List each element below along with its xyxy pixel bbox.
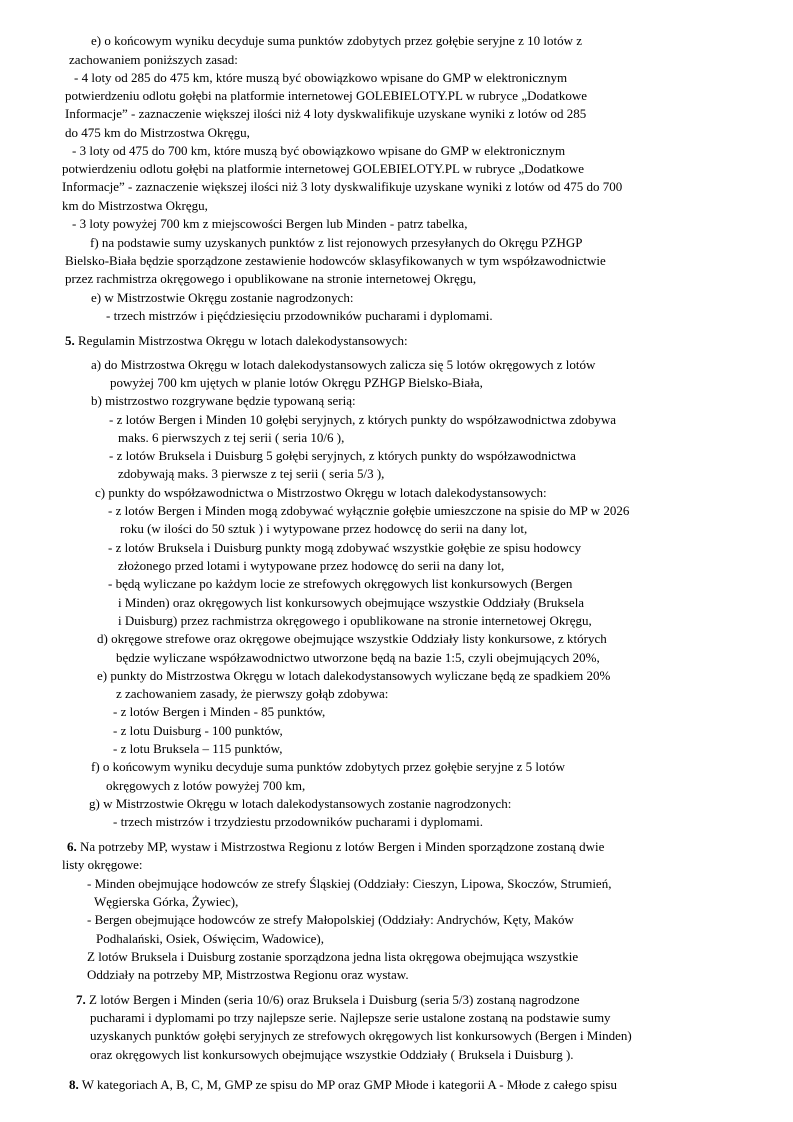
section-7-line-4: oraz okręgowych list konkursowych obejmujące wszystkie Oddziały ( Bruksela i Duisburg ). [90, 1047, 574, 1062]
section-5-b-line-4: - z lotów Bruksela i Duisburg 5 gołębi seryjnych, z których punkty do współzawodnictwa [109, 448, 576, 463]
section-5-e-line-2: z zachowaniem zasady, że pierwszy gołąb zdobywa: [116, 686, 389, 701]
section-5-a-line-2: powyżej 700 km ujętych w planie lotów Okręgu PZHGP Bielsko-Biała, [110, 375, 483, 390]
para-4f-line-1: f) na podstawie sumy uzyskanych punktów z list rejonowych przesyłanych do Okręgu PZHGP [90, 235, 583, 250]
section-6-line-1 [67, 838, 604, 856]
section-7-line-3: uzyskanych punktów gołębi seryjnych ze strefowych okręgowych list konkursowych (Bergen i Minden) [90, 1028, 632, 1043]
para-4e-line-6: do 475 km do Mistrzostwa Okręgu, [65, 125, 250, 140]
section-5-c-line-7: i Minden) oraz okręgowych list konkursowych obejmujące wszystkie Oddziały (Bruksela [118, 595, 585, 610]
section-5-f-line-2: okręgowych z lotów powyżej 700 km, [106, 778, 306, 793]
para-4e-line-5: Informacje” - zaznaczenie większej ilości niż 4 loty dyskwalifikuje uzyskane wyniki z lotów od 285 [65, 106, 587, 121]
section-8-number: 8. [69, 1077, 79, 1092]
section-5-b-line-3: maks. 6 pierwszych z tej serii ( seria 10/6 ), [118, 430, 345, 445]
section-5-c-line-8: i Duisburg) przez rachmistrza okręgowego i opublikowane na stronie internetowej Okręgu, [118, 613, 592, 628]
section-5-c-line-1: c) punkty do współzawodnictwa o Mistrzostwo Okręgu w lotach dalekodystansowych: [95, 485, 547, 500]
section-5-g-line-1: g) w Mistrzostwie Okręgu w lotach dalekodystansowych zostanie nagrodzonych: [89, 796, 512, 811]
section-6-line-5: - Bergen obejmujące hodowców ze strefy Małopolskiej (Oddziały: Andrychów, Kęty, Maków [87, 912, 574, 927]
para-4e-line-8: potwierdzeniu odlotu gołębi na platformie internetowej GOLEBIELOTY.PL w rubryce „Dodatkowe [62, 161, 585, 176]
para-4f-line-2: Bielsko-Biała będzie sporządzone zestawienie hodowców sklasyfikowanych w tym współzawodnictwie [65, 253, 606, 268]
section-5-number: 5. [65, 333, 75, 348]
section-5-e-line-3: - z lotów Bergen i Minden - 85 punktów, [113, 704, 326, 719]
section-5-e-line-4: - z lotu Duisburg - 100 punktów, [113, 723, 283, 738]
para-4e-line-1: e) o końcowym wyniku decyduje suma punktów zdobytych przez gołębie seryjne z 10 lotów z [91, 33, 582, 48]
section-6-line-6: Podhalański, Osiek, Oświęcim, Wadowice), [96, 931, 324, 946]
section-5-c-line-2: - z lotów Bergen i Minden mogą zdobywać wyłącznie gołębie umieszczone na spisie do MP w 2026 [108, 503, 630, 518]
section-5-c-line-4: - z lotów Bruksela i Duisburg punkty mogą zdobywać wszystkie gołębie ze spisu hodowcy [108, 540, 582, 555]
section-5-title: Regulamin Mistrzostwa Okręgu w lotach dalekodystansowych: [78, 333, 408, 348]
section-5-c-line-3: roku (w ilości do 50 sztuk ) i wytypowane przez hodowcę do serii na dany lot, [120, 521, 528, 536]
para-4e-line-2: zachowaniem poniższych zasad: [69, 52, 238, 67]
section-6-number: 6. [67, 839, 77, 854]
para-4e-line-7: - 3 loty od 475 do 700 km, które muszą być obowiązkowo wpisane do GMP w elektronicznym [72, 143, 566, 158]
section-6-line-3: - Minden obejmujące hodowców ze strefy Śląskiej (Oddziały: Cieszyn, Lipowa, Skoczów, Strumień, [87, 876, 612, 891]
para-4e-line-10: km do Mistrzostwa Okręgu, [62, 198, 208, 213]
section-5-a-line-1: a) do Mistrzostwa Okręgu w lotach dalekodystansowych zalicza się 5 lotów okręgowych z lotów [91, 357, 596, 372]
section-7-line-2: pucharami i dyplomami po trzy najlepsze serie. Najlepsze serie ustalone zostaną na podstawie sumy [90, 1010, 611, 1025]
section-6-text-1: Na potrzeby MP, wystaw i Mistrzostwa Regionu z lotów Bergen i Minden sporządzone zostaną dwie [80, 839, 605, 854]
section-5-b-line-2: - z lotów Bergen i Minden 10 gołębi seryjnych, z których punkty do współzawodnictwa zdobywa [109, 412, 617, 427]
para-4e2-line-1: e) w Mistrzostwie Okręgu zostanie nagrodzonych: [91, 290, 354, 305]
para-4e2-line-2: - trzech mistrzów i pięćdziesięciu przodowników pucharami i dyplomami. [106, 308, 493, 323]
section-6-line-8: Oddziały na potrzeby MP, Mistrzostwa Regionu oraz wystaw. [87, 967, 409, 982]
section-5-c-line-6: - będą wyliczane po każdym locie ze strefowych okręgowych list konkursowych (Bergen [108, 576, 573, 591]
para-4e-line-3: - 4 loty od 285 do 475 km, które muszą być obowiązkowo wpisane do GMP w elektronicznym [74, 70, 568, 85]
section-5-d-line-2: będzie wyliczane współzawodnictwo utworzone będą na bazie 1:5, czyli obejmujących 20%, [116, 650, 600, 665]
section-5-g-line-2: - trzech mistrzów i trzydziestu przodowników pucharami i dyplomami. [113, 814, 484, 829]
section-5-e-line-5: - z lotu Bruksela – 115 punktów, [113, 741, 283, 756]
section-5-f-line-1: f) o końcowym wyniku decyduje suma punktów zdobytych przez gołębie seryjne z 5 lotów [91, 759, 566, 774]
section-7-text-1: Z lotów Bergen i Minden (seria 10/6) oraz Bruksela i Duisburg (seria 5/3) zostaną nagrodzone [89, 992, 580, 1007]
section-7-line-1 [76, 991, 580, 1009]
section-5-c-line-5: złożonego przed lotami i wytypowane przez hodowcę do serii na dany lot, [118, 558, 505, 573]
para-4e-line-9: Informacje” - zaznaczenie większej ilości niż 3 loty dyskwalifikuje uzyskane wyniki z lotów od 475 do 700 [62, 179, 623, 194]
section-5-b-line-5: zdobywają maks. 3 pierwsze z tej serii ( seria 5/3 ), [118, 466, 385, 481]
para-4e-line-11: - 3 loty powyżej 700 km z miejscowości Bergen lub Minden - patrz tabelka, [72, 216, 468, 231]
section-8-text-1: W kategoriach A, B, C, M, GMP ze spisu do MP oraz GMP Młode i kategorii A - Młode z całego spisu [81, 1077, 617, 1092]
section-7-number: 7. [76, 992, 86, 1007]
para-4f-line-3: przez rachmistrza okręgowego i opublikowane na stronie internetowej Okręgu, [65, 271, 477, 286]
section-5-heading [65, 332, 408, 350]
section-6-line-7: Z lotów Bruksela i Duisburg zostanie sporządzona jedna lista okręgowa obejmująca wszystkie [87, 949, 579, 964]
section-6-line-4: Węgierska Górka, Żywiec), [94, 894, 239, 909]
section-8-line-1 [69, 1076, 617, 1094]
para-4e-line-4: potwierdzeniu odlotu gołębi na platformie internetowej GOLEBIELOTY.PL w rubryce „Dodatkowe [65, 88, 588, 103]
section-6-line-2: listy okręgowe: [62, 857, 143, 872]
section-5-e-line-1: e) punkty do Mistrzostwa Okręgu w lotach dalekodystansowych wyliczane będą ze spadkiem 20% [97, 668, 611, 683]
section-5-b-line-1: b) mistrzostwo rozgrywane będzie typowaną serią: [91, 393, 356, 408]
section-5-d-line-1: d) okręgowe strefowe oraz okręgowe obejmujące wszystkie Oddziały listy konkursowe, z których [97, 631, 607, 646]
